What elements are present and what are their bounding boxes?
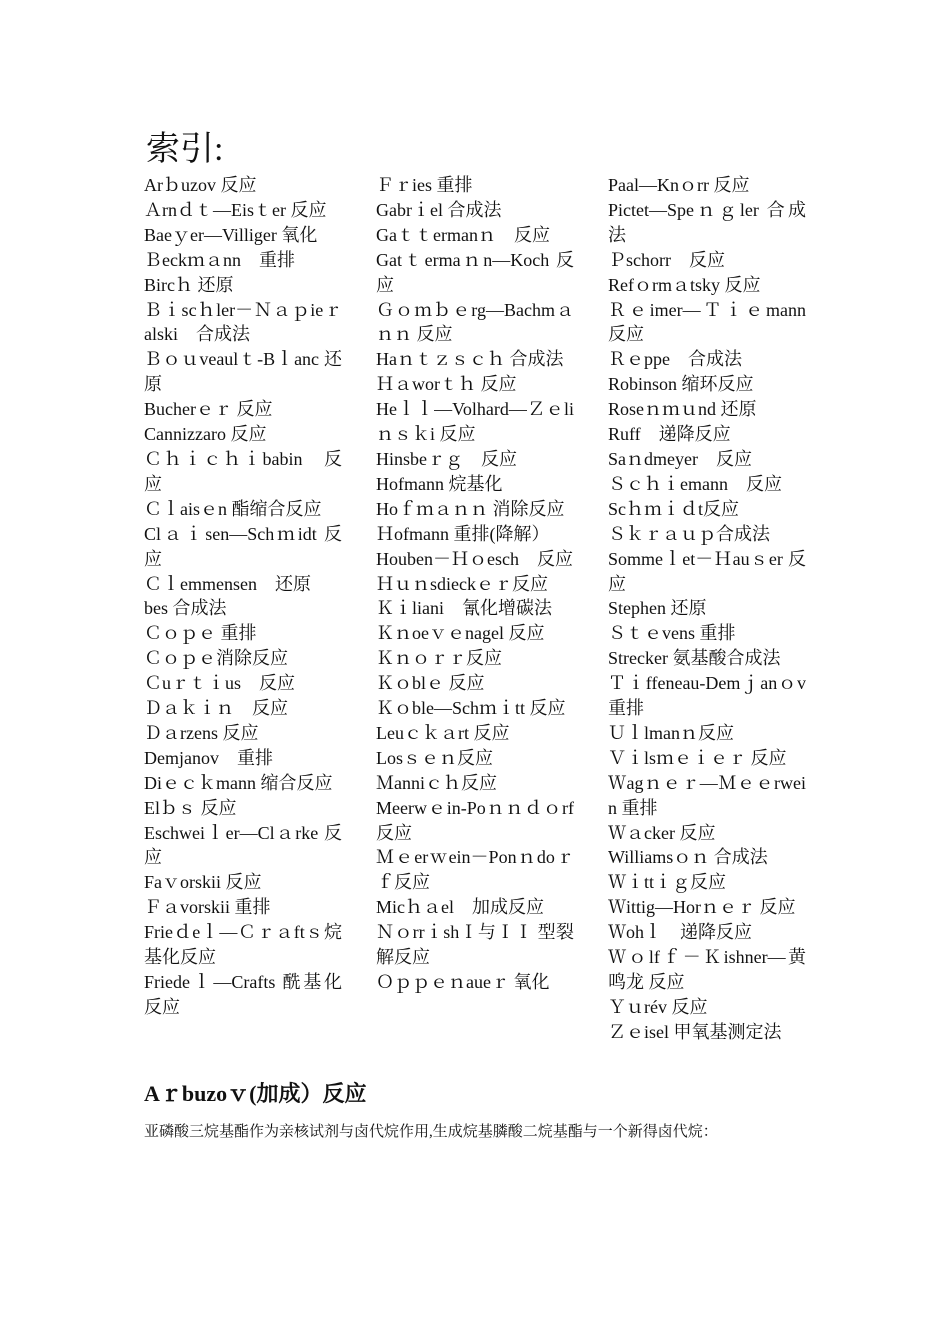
index-entry: Ｖｉlsｍｅｉｅｒ 反应 xyxy=(608,747,787,768)
index-entry: Ｔｉffeneau-Demｊanｏv 重排 xyxy=(608,673,806,719)
index-entry: Haｎｔｚｓｃｈ 合成法 xyxy=(376,349,564,370)
index-entry: ＮｏrrｉshＩ与ＩＩ 型裂解反应 xyxy=(376,922,574,968)
index-entry: Ｋｉliani 氰化增碳法 xyxy=(376,598,552,619)
index-entry: Ｒｅppe 合成法 xyxy=(608,349,742,370)
page-title: 索引: xyxy=(146,131,224,168)
index-entry: Ｓｃｈｉemann 反应 xyxy=(608,473,782,494)
index-entry: Diｅｃｋmann 缩合反应 xyxy=(144,772,333,793)
index-entry: Ｃｏｐｅ 重排 xyxy=(144,623,257,644)
index-entry: Ｗohｌ 递降反应 xyxy=(608,922,752,943)
index-entry: Ｍｅerｗein－Ponｎdoｒｆ反应 xyxy=(376,847,574,893)
index-entry: Ｚｅisel 甲氧基测定法 xyxy=(608,1021,782,1042)
index-entry: Ｗagｎｅｒ—Ｍｅｅrwein 重排 xyxy=(608,772,806,818)
index-column-2 xyxy=(376,173,574,1045)
index-entry: Ｋｎoeｖｅnagel 反应 xyxy=(376,623,545,644)
index-entry: Ｐschorr 反应 xyxy=(608,249,725,270)
index-entry: Ｋｎｏｒｒ反应 xyxy=(376,648,502,669)
index-entry: Elｂｓ 反应 xyxy=(144,797,237,818)
index-entry: Ｋｏblｅ 反应 xyxy=(376,673,485,694)
index-entry: Losｓｅｎ反应 xyxy=(376,747,493,768)
index-entry: Eschweiｌer—Clａrke 反应 xyxy=(144,822,342,868)
index-entry: Stephen 还原 xyxy=(608,598,707,619)
index-entry: Ｏｐｐｅｎaueｒ 氧化 xyxy=(376,972,550,992)
index-entry: Faｖorskii 反应 xyxy=(144,872,262,893)
index-entry: Strecker 氨基酸合成法 xyxy=(608,648,781,669)
index-entry: Bircｈ 还原 xyxy=(144,274,234,295)
index-entry: Gatｔermaｎn—Koch 反应 xyxy=(376,249,574,295)
index-entry: Ｃｏｐｅ消除反应 xyxy=(144,648,288,669)
index-entry: Ｃuｒｔｉus 反应 xyxy=(144,673,296,694)
index-entry: Ｕｌlmanｎ反应 xyxy=(608,722,734,743)
index-entry: Ｂeckｍａnn 重排 xyxy=(144,249,295,270)
index-entry: Ｈｕｎsdieckｅｒ反应 xyxy=(376,573,548,594)
index-entry: Robinson 缩环反应 xyxy=(608,374,754,395)
index-entry: Leuｃｋａrt 反应 xyxy=(376,722,510,743)
index-entry: Ｃｌaisｅn 酯缩合反应 xyxy=(144,498,322,519)
index-entry: Ｈａworｔｈ 反应 xyxy=(376,374,517,395)
index-entry: Ｂｏｕveaulｔ-Bｌanc 还原 xyxy=(144,349,342,395)
index-columns xyxy=(144,173,808,1045)
index-entry: Bucherｅｒ 反应 xyxy=(144,399,273,420)
index-entry: Scｈｍｉｄt反应 xyxy=(608,498,740,519)
index-entry: Heｌｌ—Volhard—Ｚｅliｎｓｋi 反应 xyxy=(376,399,574,445)
index-entry: Paal—Knｏrr 反应 xyxy=(608,175,750,195)
index-entry: Roseｎｍｕnd 还原 xyxy=(608,399,757,420)
index-entry: Meerwｅin-Poｎｎｄｏrf 反应 xyxy=(376,797,574,843)
index-entry: Ｆｒies 重排 xyxy=(376,175,473,195)
index-entry: Hofmann 烷基化 xyxy=(376,473,503,494)
index-entry: Ｋｏble—Schｍｉtt 反应 xyxy=(376,698,566,719)
index-column-3 xyxy=(608,173,806,1045)
index-entry: Ｃｈｉｃｈｉbabin 反应 xyxy=(144,448,342,494)
index-entry: Hoｆｍａｎｎ 消除反应 xyxy=(376,498,565,519)
index-entry: Friedeｌ—Crafts 酰基化反应 xyxy=(144,972,342,1017)
index-entry: Ｂｉscｈler－Ｎａｐieｒalski 合成法 xyxy=(144,299,342,345)
index-entry: Ruff 递降反应 xyxy=(608,424,731,445)
index-entry: Ｗｉttｉｇ反应 xyxy=(608,872,727,893)
index-entry: Ｈofmann 重排(降解） xyxy=(376,523,550,544)
index-entry: Ｙｕrév 反应 xyxy=(608,996,708,1017)
index-entry: Saｎdmeyer 反应 xyxy=(608,448,752,469)
section-body: 亚磷酸三烷基酯作为亲核试剂与卤代烷作用,生成烷基膦酸二烷基酯与一个新得卤代烷： xyxy=(144,1124,718,1140)
index-entry: Refｏrmａtsky 反应 xyxy=(608,274,761,295)
index-entry: Frieｄeｌ—Ｃｒａftｓ烷基化反应 xyxy=(144,922,342,968)
index-entry: Gaｔｔermanｎ 反应 xyxy=(376,224,550,245)
index-entry: Ｇｏｍｂｅrg—Bachmａｎｎ 反应 xyxy=(376,299,574,345)
index-entry: bes 合成法 xyxy=(144,598,227,619)
index-entry: Micｈａel 加成反应 xyxy=(376,897,544,918)
index-column-1 xyxy=(144,173,342,1045)
index-entry: Hinsbeｒｇ 反应 xyxy=(376,448,517,469)
index-entry: Demjanov 重排 xyxy=(144,747,273,768)
index-entry: Ｄａｋｉｎ 反应 xyxy=(144,698,288,719)
index-entry: Williamsｏｎ 合成法 xyxy=(608,847,768,868)
index-entry: Ｆａvorskii 重排 xyxy=(144,897,271,918)
index-entry: Ｗｏlfｆ－Ｋishner—黄鸣龙 反应 xyxy=(608,947,806,992)
index-entry: Ｓｔｅvens 重排 xyxy=(608,623,736,644)
index-entry: Ｒｅimer—Ｔｉｅmann 反应 xyxy=(608,299,806,345)
index-entry: Cannizzaro 反应 xyxy=(144,424,267,445)
index-entry: Ａrnｄｔ—Eisｔer 反应 xyxy=(144,199,327,220)
index-entry: Houben－Ｈｏesch 反应 xyxy=(376,548,573,569)
index-entry: Arｂuzov 反应 xyxy=(144,175,257,195)
index-entry: Ｍanniｃｈ反应 xyxy=(376,772,497,793)
index-entry: Ｗittig—Horｎｅｒ 反应 xyxy=(608,897,796,918)
section-heading: Aｒbuzoｖ(加成）反应 xyxy=(144,1081,367,1106)
index-entry: Gabrｉel 合成法 xyxy=(376,199,502,220)
index-entry: Sommeｌet－Ｈauｓer 反应 xyxy=(608,548,806,594)
index-entry: Clａｉsen—Schｍidt 反应 xyxy=(144,523,342,569)
index-entry: Ｗａcker 反应 xyxy=(608,822,716,843)
index-entry: Baeｙer—Villiger 氧化 xyxy=(144,224,318,245)
index-entry: Ｓｋｒａｕｐ合成法 xyxy=(608,523,770,544)
index-entry: Ｃｌemmensen 还原 xyxy=(144,573,311,594)
index-entry: Pictet—Speｎｇler 合成法 xyxy=(608,199,806,245)
index-entry: Ｄａrzens 反应 xyxy=(144,722,259,743)
